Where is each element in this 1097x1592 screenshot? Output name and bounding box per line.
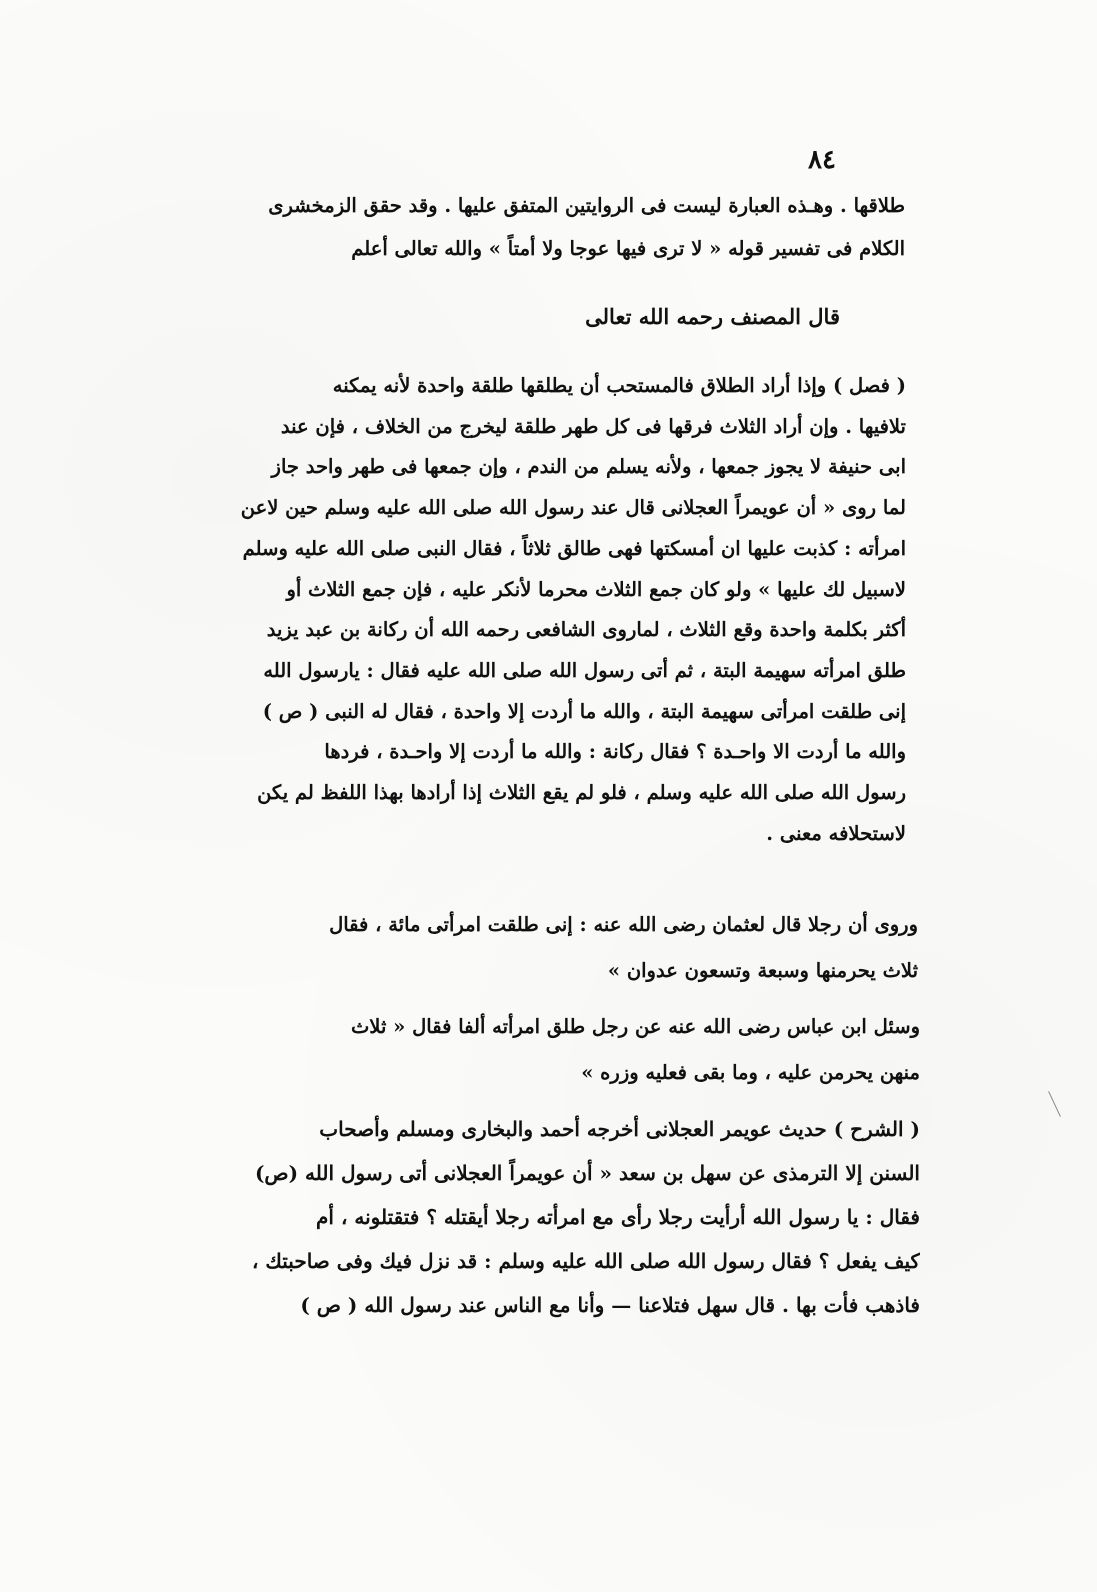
text-line: لاسبيل لك عليها » ولو كان جمع الثلاث محرما لأنكر عليه ، فإن جمع الثلاث أو [286,577,906,601]
text-line: والله ما أردت الا واحـدة ؟ فقال ركانة : والله ما أردت إلا واحـدة ، فردها [324,740,906,764]
text-line: فاذهب فأت بها . قال سهل فتلاعنا — وأنا مع الناس عند رسول الله ( ص ) [300,1293,920,1317]
text-line: رسول الله صلى الله عليه وسلم ، فلو لم يقع الثلاث إذا أرادها بهذا اللفظ لم يكن [257,781,906,805]
text-line: طلاقها . وهـذه العبارة ليست فى الروايتين المتفق عليها . وقد حقق الزمخشرى [268,194,905,217]
commentary-paragraph [192,1107,920,1327]
page-number: ٨٤ [808,145,836,175]
text-line: تلافيها . وإن أراد الثلاث فرقها فى كل طهر طلقة ليخرج من الخلاف ، فإن عند [280,414,906,438]
text-line: أكثر بكلمة واحدة وقع الثلاث ، لماروى الشافعى رحمه الله أن ركانة بن عبد يزيد [266,618,906,642]
text-line: ابى حنيفة لا يجوز جمعها ، ولأنه يسلم من الندم ، وإن جمعها فى طهر واحد جاز [271,455,906,479]
section-paragraph [172,366,906,854]
intro-paragraph [175,184,905,270]
text-line: امرأته : كذبت عليها ان أمسكتها فهى طالق ثلاثاً ، فقال النبى صلى الله عليه وسلم [242,536,906,560]
text-line: الكلام فى تفسير قوله « لا ترى فيها عوجا ولا أمتاً » والله تعالى أعلم [351,237,905,260]
ibn-abbas-paragraph [190,1004,920,1096]
text-line: السنن إلا الترمذى عن سهل بن سعد « أن عويمراً العجلانى أتى رسول الله (ص) [254,1161,920,1185]
text-line: وسئل ابن عباس رضى الله عنه عن رجل طلق امرأته ألفا فقال « ثلاث [350,1015,920,1038]
text-line: لاستحلافه معنى . [766,821,906,845]
uthman-paragraph [190,902,918,994]
text-line: ( الشرح ) حديث عويمر العجلانى أخرجه أحمد والبخارى ومسلم وأصحاب [319,1117,920,1141]
text-line: طلق امرأته سهيمة البتة ، ثم أتى رسول الله صلى الله عليه فقال : يارسول الله [263,658,906,682]
text-line: ثلاث يحرمنها وسبعة وتسعون عدوان » [607,959,918,982]
text-line: لما روى « أن عويمراً العجلانى قال عند رسول الله صلى الله عليه وسلم حين لاعن [240,496,906,520]
margin-scratch-mark [1048,1091,1061,1117]
text-line: كيف يفعل ؟ فقال رسول الله صلى الله عليه وسلم : قد نزل فيك وفى صاحبتك ، [252,1249,920,1273]
text-line: فقال : يا رسول الله أرأيت رجلا رأى مع امرأته رجلا أيقتله ؟ فتقتلونه ، أم [316,1205,920,1229]
text-line: وروى أن رجلا قال لعثمان رضى الله عنه : إنى طلقت امرأتى مائة ، فقال [329,913,918,936]
text-line: إنى طلقت امرأتى سهيمة البتة ، والله ما أردت إلا واحدة ، فقال له النبى ( ص ) [262,699,906,723]
text-line: ( فصل ) وإذا أراد الطلاق فالمستحب أن يطلقها طلقة واحدة لأنه يمكنه [332,374,906,397]
text-line: منهن يحرمن عليه ، وما بقى فعليه وزره » [581,1061,920,1084]
section-heading: قال المصنف رحمه الله تعالى [585,304,840,329]
